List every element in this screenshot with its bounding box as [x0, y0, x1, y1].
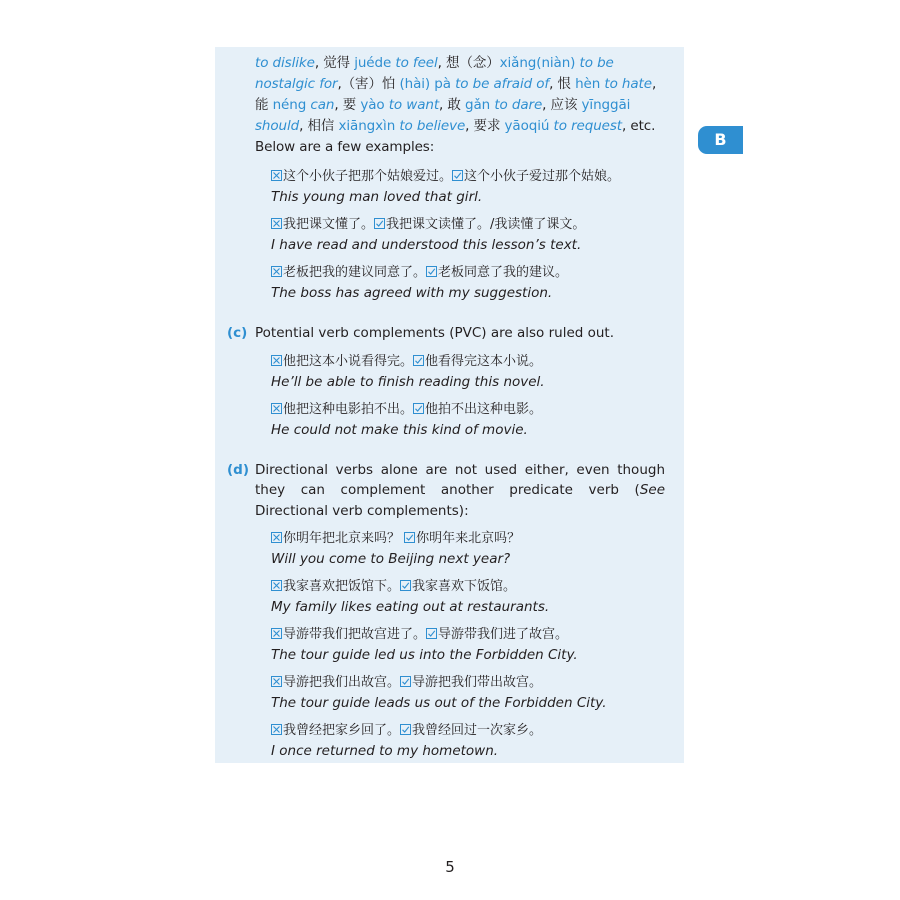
checked-box-icon [374, 218, 385, 229]
checked-box-icon [426, 266, 437, 277]
chinese-example [271, 673, 665, 693]
intro-segment: xiāngxìn [338, 118, 400, 134]
intro-segment: , 应该 [542, 97, 582, 113]
intro-segment: , 相信 [299, 118, 339, 134]
english-translation: He could not make this kind of movie. [271, 421, 528, 438]
checked-box-icon [404, 532, 415, 543]
checked-box-icon [400, 676, 411, 687]
correct-sentence: 他拍不出这种电影。 [425, 401, 543, 417]
english-translation: This young man loved that girl. [271, 189, 483, 205]
intro-segment: to feel [395, 55, 438, 71]
chinese-example [271, 577, 665, 597]
intro-segment: juéde [354, 55, 396, 71]
intro-segment: néng [272, 97, 311, 113]
section-c [227, 323, 665, 440]
intro-segment: yào [360, 97, 389, 113]
example-item [271, 625, 665, 665]
panel-content [227, 53, 665, 769]
example-item [271, 529, 665, 569]
incorrect-sentence: 导游带我们把故宫进了。 [283, 627, 427, 642]
correct-sentence: 我曾经回过一次家乡。 [412, 723, 543, 738]
see-reference: See [639, 482, 665, 498]
english-translation: I have read and understood this lesson’s text. [271, 237, 582, 253]
examples-list [271, 167, 665, 303]
examples-list [271, 352, 665, 440]
correct-sentence: 我把课文读懂了。/我读懂了课文。 [386, 217, 586, 232]
crossed-box-icon [271, 266, 282, 277]
example-item [271, 263, 665, 303]
crossed-box-icon [271, 628, 282, 639]
english-translation: The boss has agreed with my suggestion. [271, 285, 553, 301]
intro-segment: can [310, 97, 335, 113]
intro-segment: , 能 [255, 76, 657, 113]
chinese-example [271, 215, 665, 235]
intro-segment: , 想（念） [437, 55, 500, 71]
section-text-part: Directional verb complements): [255, 502, 469, 519]
intro-segment: to dare [494, 97, 543, 113]
chinese-example [271, 263, 665, 283]
intro-segment: to believe [399, 118, 466, 134]
chinese-example [271, 529, 665, 549]
correct-sentence: 老板同意了我的建议。 [438, 265, 569, 280]
section-text-part: Directional verbs alone are not used either, even though they can complement another predicate verb ( [255, 461, 665, 498]
checked-box-icon [400, 580, 411, 591]
intro-segment: to hate [604, 76, 652, 92]
section-letter: (d) [227, 461, 250, 478]
intro-segment: ,（害）怕 [337, 76, 400, 92]
english-translation: The tour guide leads us out of the Forbidden City. [271, 695, 607, 711]
intro-segment: to want [388, 97, 440, 113]
intro-segment: , 觉得 [314, 55, 355, 71]
crossed-box-icon [271, 355, 282, 366]
section-tab: B [698, 126, 743, 154]
correct-sentence: 我家喜欢下饭馆。 [412, 579, 517, 594]
incorrect-sentence: 我曾经把家乡回了。 [283, 723, 401, 738]
chinese-example [271, 352, 665, 372]
crossed-box-icon [271, 403, 282, 414]
example-item [271, 400, 665, 440]
correct-sentence: 这个小伙子爱过那个姑娘。 [464, 169, 621, 184]
intro-segment: hèn [575, 76, 605, 92]
chinese-example [271, 721, 665, 741]
example-item [271, 577, 665, 617]
intro-segment: to be nostalgic for [255, 55, 614, 92]
example-item [271, 352, 665, 392]
chinese-example [271, 625, 665, 645]
incorrect-sentence: 他把这本小说看得完。 [283, 353, 414, 369]
intro-segment: , 要 [334, 97, 361, 113]
incorrect-sentence: 我把课文懂了。 [283, 217, 375, 232]
english-translation: My family likes eating out at restaurants. [271, 599, 550, 615]
section-letter: (c) [227, 325, 248, 341]
checked-box-icon [413, 355, 424, 366]
intro-segment: gǎn [465, 97, 495, 113]
intro-segment: , 要求 [465, 118, 505, 134]
incorrect-sentence: 我家喜欢把饭馆下。 [283, 579, 401, 594]
example-item [271, 673, 665, 713]
english-translation: The tour guide led us into the Forbidden City. [271, 647, 578, 663]
intro-segment: xiǎng(niàn) [499, 55, 580, 71]
crossed-box-icon [271, 580, 282, 591]
chinese-example [271, 167, 665, 187]
incorrect-sentence: 老板把我的建议同意了。 [283, 265, 427, 280]
intro-paragraph [255, 53, 665, 158]
english-translation: He’ll be able to finish reading this novel. [271, 373, 545, 390]
intro-segment: should [255, 118, 300, 134]
intro-segment: (hài) pà [399, 76, 456, 92]
example-item [271, 167, 665, 207]
intro-segment: to dislike [255, 55, 315, 71]
crossed-box-icon [271, 218, 282, 229]
checked-box-icon [426, 628, 437, 639]
section-d [227, 460, 665, 762]
incorrect-sentence: 这个小伙子把那个姑娘爱过。 [283, 169, 453, 184]
example-item [271, 721, 665, 761]
intro-segment: , 敢 [439, 97, 466, 113]
intro-segment: to request [553, 118, 623, 134]
english-translation: Will you come to Beijing next year? [271, 551, 511, 567]
section-text [255, 460, 665, 522]
incorrect-sentence: 你明年把北京来吗？ [283, 531, 401, 546]
correct-sentence: 你明年来北京吗？ [416, 531, 521, 546]
intro-segment: yīnggāi [581, 97, 631, 113]
crossed-box-icon [271, 724, 282, 735]
page-number: 5 [445, 858, 455, 876]
incorrect-sentence: 他把这种电影拍不出。 [283, 401, 414, 417]
correct-sentence: 导游把我们带出故宫。 [412, 675, 543, 690]
checked-box-icon [400, 724, 411, 735]
intro-segment: , etc. Below are a few examples: [255, 118, 656, 155]
section-text: Potential verb complements (PVC) are also ruled out. [255, 325, 615, 341]
correct-sentence: 他看得完这本小说。 [425, 353, 543, 369]
chinese-example [271, 400, 665, 420]
checked-box-icon [452, 170, 463, 181]
incorrect-sentence: 导游把我们出故宫。 [283, 675, 401, 690]
crossed-box-icon [271, 532, 282, 543]
english-translation: I once returned to my hometown. [271, 743, 499, 759]
correct-sentence: 导游带我们进了故宫。 [438, 627, 569, 642]
intro-segment: to be afraid of [455, 76, 550, 92]
checked-box-icon [413, 403, 424, 414]
example-item [271, 215, 665, 255]
intro-segment: , 恨 [549, 76, 576, 92]
crossed-box-icon [271, 170, 282, 181]
examples-list [271, 529, 665, 761]
crossed-box-icon [271, 676, 282, 687]
intro-segment: yāoqiú [504, 118, 554, 134]
